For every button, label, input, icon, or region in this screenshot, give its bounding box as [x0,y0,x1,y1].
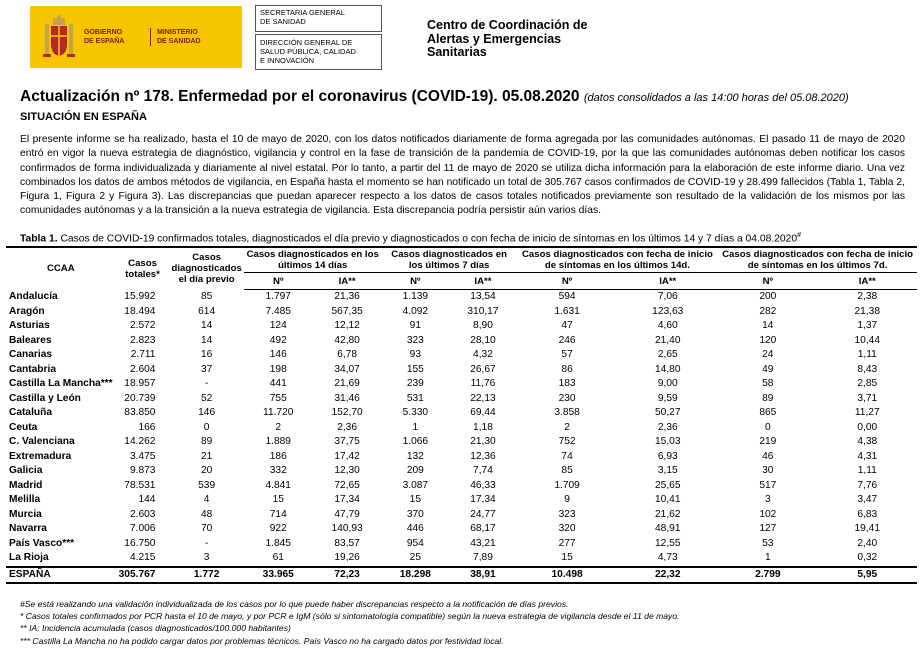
ia-cell: 1.631 [554,305,580,317]
ia-cell: 25 [409,552,422,563]
n-cell: 2,40 [857,537,878,549]
ccaa-cell: ESPAÑA [6,567,116,584]
ia-cell: 14 [762,320,774,331]
ccaa-cell: Melilla [9,494,41,505]
ia-cell: 1.709 [554,479,580,491]
ia-cell: 30 [762,465,774,476]
casos-totales-cell: 16.750 [124,537,156,549]
n-cell: 7,76 [857,479,878,491]
box2-line-2: SALUD PÚBLICA, CALIDAD [260,47,356,56]
table-row [6,435,917,450]
ia-cell: 93 [409,349,422,360]
n-cell: 1,11 [857,349,877,360]
n-cell: 21,36 [334,291,360,302]
n-cell: 26,67 [470,363,496,375]
footnote-4: *** Castilla La Mancha no ha podido cargar datos por problemas técnicos. País Vasco no ha cargado datos por festividad local. [20,635,504,646]
ia-cell: 200 [759,291,777,302]
ia-cell: 320 [558,523,576,534]
ia-cell: 58 [762,378,774,389]
n-cell: 17,42 [334,450,360,462]
min-line-2: DE SANIDAD [157,38,201,45]
ia-cell: 198 [269,363,287,375]
table-row [6,290,917,305]
n-cell: 140,93 [331,523,363,534]
ia-cell: 2 [275,421,282,433]
table-row [6,377,917,392]
ia-cell: 865 [759,407,777,418]
ccaa-cell: Baleares [9,334,52,346]
table-body [6,290,917,584]
n-cell: 46,33 [470,479,496,491]
n-cell: 7,89 [473,552,493,563]
ia-cell: 1.139 [402,291,429,302]
n-cell: 69,44 [470,407,496,418]
ccaa-cell: Galicia [9,465,43,476]
n-cell: 6,78 [337,349,358,360]
ia-cell: 124 [269,320,287,331]
ia-cell: 53 [762,537,774,549]
n-cell: 21,69 [334,378,360,389]
col-sint14: Casos diagnosticados con fecha de inicio de síntomas en los últimos 14d. [517,247,718,273]
ia-cell: 209 [406,465,424,476]
ia-cell: 246 [558,334,576,346]
table-row [6,464,917,479]
n-cell: 19,26 [334,552,360,563]
n-cell: 72,65 [334,479,360,491]
ia-cell: 3.087 [402,479,429,491]
hdr-ia: IA** [818,273,917,290]
n-cell: 12,30 [334,465,360,476]
centro-line-2: Alertas y Emergencias [427,31,562,46]
ccaa-cell: Ceuta [9,421,38,433]
n-cell: 4,38 [857,436,878,447]
n-cell: 2,65 [657,349,678,360]
n-cell: 15,03 [655,436,681,447]
n-cell: 22,13 [470,392,496,404]
n-cell: 12,36 [470,450,496,462]
box1-line-2: DE SANIDAD [260,17,306,26]
dia-previo-cell: 85 [200,290,213,302]
n-cell: 6,83 [857,508,878,520]
ia-cell: 85 [561,465,573,476]
ia-cell: 15 [272,494,284,505]
dia-previo-cell: 89 [200,436,213,447]
n-cell: 7,06 [657,291,678,302]
n-cell: 83,57 [334,537,360,549]
casos-totales-cell: 18.957 [124,378,156,389]
n-cell: 123,63 [652,305,684,317]
ia-cell: 127 [759,523,777,534]
casos-totales-cell: 78.531 [124,479,156,491]
casos-totales-cell: 144 [138,494,156,505]
dia-previo-cell: - [204,378,209,389]
ia-cell: 47 [561,320,573,331]
casos-totales-cell: 9.873 [129,465,156,476]
ia-cell: 1 [412,421,419,433]
hdr-ia: IA** [313,273,382,290]
ccaa-cell: C. Valenciana [9,436,75,447]
ia-cell: 370 [406,508,424,520]
box2-line-3: E INNOVACIÓN [260,56,315,65]
n-cell: 47,79 [334,508,360,520]
ccaa-cell: Andalucía [9,290,58,302]
casos-totales-cell: 305.767 [116,567,170,584]
ia-cell: 57 [561,349,573,360]
ccaa-cell: Extremadura [9,450,72,462]
ia-cell: 155 [406,363,424,375]
n-cell: 2,38 [857,291,878,302]
ia-cell: 5.330 [402,407,429,418]
casos-totales-cell: 2.823 [129,334,156,346]
dia-previo-cell: 539 [198,479,216,491]
n-cell: 31,46 [334,392,360,404]
hdr-n: Nº [244,273,313,290]
min-line-1: MINISTERIO [157,29,198,36]
dia-previo-cell: 3 [203,552,210,563]
title-text: Actualización nº 178. Enfermedad por el coronavirus (COVID-19). 05.08.2020 [20,88,580,105]
n-cell: 5,95 [818,567,917,584]
report-title [20,88,849,106]
n-cell: 21,30 [470,436,496,447]
table-row [6,305,917,320]
ccaa-cell: Madrid [9,479,43,491]
ia-cell: 2.799 [718,567,817,584]
n-cell: 72,23 [313,567,382,584]
ia-cell: 2 [564,421,570,433]
ia-cell: 89 [762,392,774,404]
table-row [6,537,917,552]
secretaria-box [255,5,382,32]
ia-cell: 3 [764,494,771,505]
casos-totales-cell: 18.494 [124,305,156,317]
dia-previo-cell: 16 [200,349,213,360]
table-row [6,551,917,567]
n-cell: 2,36 [337,421,358,433]
ia-cell: 4.841 [265,479,291,491]
ia-cell: 9 [564,494,570,505]
dia-previo-cell: 52 [200,392,213,404]
col-diag7: Casos diagnosticados en los últimos 7 días [382,247,517,273]
n-cell: 3,15 [657,465,678,476]
box1-line-1: SECRETARIA GENERAL [260,8,345,17]
ia-cell: 752 [558,436,576,447]
ia-cell: 11.720 [263,407,294,418]
ia-cell: 282 [759,305,777,317]
intro-paragraph: El presente informe se ha realizado, hasta el 10 de mayo de 2020, con los datos notificados diariamente de forma agregada por las comunidades autónomas. El pasado 11 de mayo de 2020 entró en vigor la nueva estrategia de diagnóstico, vigilancia y control en la fase de transición de la pandemia de COVID-19, por la que las comunidades autónomas deben notificar los casos confirmados de forma individualizada y diariamente al nivel estatal. Por lo tanto, a partir del 11 de mayo de 2020 se utiliza dicha información para la elaboración de este informe diario. Una vez combinados los datos de ambos métodos de vigilancia, en España hasta el momento se han notificado un total de 305.767 casos confirmados de COVID-19 y 28.499 fallecidos (Tabla 1, Tabla 2, Figura 1, Figura 2 y Figura 3). Las discrepancias que puedan aparecer respecto a los datos de casos totales notificados previamente son resultado de la validación de los mismos por las comunidades autónomas y a la transición a la nueva estrategia de vigilancia. Esta discrepancia podría persistir aún varios días. [20,134,905,217]
ia-cell: 230 [558,392,576,404]
dia-previo-cell: 37 [200,363,213,375]
col-casos-totales: Casos totales* [116,247,170,290]
ccaa-cell: Cantabria [9,363,56,375]
n-cell: 8,43 [857,363,878,375]
n-cell: 4,31 [857,450,878,462]
ccaa-cell: Cataluña [9,407,53,418]
dia-previo-cell: 0 [203,421,210,433]
n-cell: 12,55 [655,537,681,549]
n-cell: 22,32 [617,567,718,584]
ccaa-cell: Aragón [9,305,45,317]
table-row [6,406,917,421]
n-cell: 567,35 [331,305,363,317]
dia-previo-cell: 21 [200,450,213,462]
ia-cell: 86 [561,363,573,375]
n-cell: 2,85 [857,378,878,389]
ia-cell: 46 [762,450,774,462]
footnote-2: * Casos totales confirmados por PCR hasta el 10 de mayo, y por PCR e IgM (sólo si sintomatología compatible) según la nueva estrategia de vigilancia desde el 11 de mayo. [20,611,680,622]
ia-cell: 61 [272,552,284,563]
ia-cell: 102 [759,508,777,520]
table-row [6,493,917,508]
n-cell: 13,54 [470,291,496,302]
n-cell: 21,62 [655,508,681,520]
ministerio-label [150,28,237,46]
ccaa-cell: Navarra [9,523,47,534]
n-cell: 21,38 [854,305,880,317]
ccaa-cell: Castilla y León [9,392,81,404]
n-cell: 34,07 [334,363,360,375]
ia-cell: 10.498 [517,567,618,584]
ia-cell: 446 [406,523,424,534]
n-cell: 9,00 [657,378,678,389]
casos-totales-cell: 14.262 [124,436,156,447]
n-cell: 2,36 [657,421,678,433]
n-cell: 3,47 [857,494,878,505]
centro-coordinacion [427,19,587,60]
table-row [6,319,917,334]
n-cell: 10,41 [655,494,681,505]
n-cell: 9,59 [657,392,678,404]
dia-previo-cell: 4 [203,494,210,505]
ia-cell: 954 [406,537,424,549]
dia-previo-cell: 70 [200,523,213,534]
n-cell: 21,40 [655,334,681,346]
cases-table [6,246,917,584]
ia-cell: 33.965 [244,567,313,584]
casos-totales-cell: 20.739 [124,392,156,404]
n-cell: 0,32 [857,552,878,563]
n-cell: 25,65 [655,479,681,491]
box2-line-1: DIRECCIÓN GENERAL DE [260,38,353,47]
casos-totales-cell: 2.603 [129,508,156,520]
table-row [6,479,917,494]
table-row [6,392,917,407]
n-cell: 4,32 [473,349,493,360]
table-row [6,363,917,378]
n-cell: 7,74 [473,465,493,476]
ia-cell: 49 [762,363,774,375]
ia-cell: 146 [269,349,287,360]
ia-cell: 441 [269,378,287,389]
casos-totales-cell: 166 [138,421,156,433]
ia-cell: 91 [409,320,422,331]
n-cell: 42,80 [334,334,360,346]
n-cell: 310,17 [467,305,499,317]
dia-previo-cell: 20 [200,465,213,476]
n-cell: 11,27 [854,407,880,418]
hdr-n: Nº [382,273,450,290]
ccaa-cell: País Vasco*** [9,537,75,549]
n-cell: 4,60 [657,320,678,331]
ccaa-cell: Castilla La Mancha*** [9,378,113,389]
n-cell: 37,75 [334,436,360,447]
table-caption [20,232,801,244]
gov-line-1: GOBIERNO [84,29,123,36]
caption-text: Casos de COVID-19 confirmados totales, diagnosticados el día previo y diagnosticados o con fecha de inicio de síntomas en los últimos 14 y 7 días a 04.08.2020 [57,233,798,245]
hdr-n: Nº [718,273,817,290]
table-row [6,450,917,465]
ia-cell: 922 [269,523,287,534]
casos-totales-cell: 3.475 [129,450,156,462]
footnotes [20,598,680,647]
ia-cell: 7.485 [265,305,291,317]
hdr-ia: IA** [449,273,517,290]
centro-line-3: Sanitarias [427,45,487,59]
table-row [6,508,917,523]
ia-cell: 323 [406,334,424,346]
ia-cell: 24 [762,349,774,360]
ccaa-cell: Murcia [9,508,42,520]
government-logo [30,6,242,68]
dia-previo-cell: 48 [200,508,213,520]
ia-cell: 3.858 [554,407,580,418]
ia-cell: 1.845 [265,537,291,549]
n-cell: 48,91 [655,523,681,534]
footnote-3: ** IA: Incidencia acumulada (casos diagnosticados/100.000 habitantes) [20,623,291,634]
casos-totales-cell: 4.215 [129,552,156,563]
title-subtitle: (datos consolidados a las 14:00 horas del 05.08.2020) [583,92,849,104]
casos-totales-cell: 2.572 [129,320,156,331]
gobierno-label [84,28,144,46]
ia-cell: 4.092 [402,305,429,317]
casos-totales-cell: 7.006 [129,523,156,534]
n-cell: 1,37 [857,320,878,331]
ia-cell: 132 [406,450,424,462]
n-cell: 4,73 [657,552,678,563]
page-header [0,0,923,80]
n-cell: 24,77 [470,508,496,520]
ia-cell: 1.889 [265,436,291,447]
ia-cell: 492 [269,334,287,346]
section-heading: SITUACIÓN EN ESPAÑA [20,111,147,123]
dia-previo-cell: 146 [198,407,216,418]
ia-cell: 186 [269,450,287,462]
ia-cell: 1.797 [265,291,291,302]
table-row [6,522,917,537]
ia-cell: 239 [406,378,424,389]
hdr-ia: IA** [617,273,718,290]
col-sint7: Casos diagnosticados con fecha de inicio de síntomas en los últimos 7d. [718,247,917,273]
n-cell: 10,44 [854,334,880,346]
n-cell: 17,34 [470,494,496,505]
centro-line-1: Centro de Coordinación de [427,18,588,32]
ccaa-cell: Asturias [9,320,50,331]
ia-cell: 531 [406,392,424,404]
ia-cell: 74 [561,450,573,462]
col-ccaa: CCAA [6,247,116,290]
n-cell: 38,91 [449,567,517,584]
col-dia-previo: Casos diagnosticados el día previo [169,247,243,290]
dia-previo-cell: - [204,537,209,549]
n-cell: 8,90 [473,320,493,331]
col-diag14: Casos diagnosticados en los últimos 14 días [244,247,382,273]
n-cell: 6,93 [657,450,678,462]
ia-cell: 183 [558,378,576,389]
n-cell: 17,34 [334,494,360,505]
direccion-box [255,34,382,70]
ia-cell: 323 [558,508,576,520]
ia-cell: 755 [269,392,287,404]
n-cell: 11,76 [470,378,496,389]
n-cell: 43,21 [470,537,496,549]
n-cell: 0,00 [857,421,878,433]
ia-cell: 332 [269,465,287,476]
ia-cell: 517 [759,479,777,491]
casos-totales-cell: 2.711 [130,349,156,360]
coat-of-arms-icon [42,14,76,60]
table-total-row [6,567,917,584]
ia-cell: 219 [759,436,777,447]
n-cell: 14,80 [655,363,681,375]
ia-cell: 15 [561,552,573,563]
casos-totales-cell: 2.604 [129,363,156,375]
ccaa-cell: Canarias [9,349,53,360]
ia-cell: 714 [269,508,287,520]
hdr-n: Nº [517,273,618,290]
casos-totales-cell: 15.992 [124,290,156,302]
n-cell: 1,18 [473,421,493,433]
footnote-1: #Se está realizando una validación individualizada de los casos por lo que puede haber discrepancias respecto a la notificación de días previos. [20,599,569,609]
n-cell: 152,70 [331,407,363,418]
dia-previo-cell: 614 [198,305,216,317]
dia-previo-cell: 1.772 [169,567,243,584]
table-row [6,334,917,349]
table-row [6,348,917,363]
ia-cell: 277 [558,537,576,549]
dia-previo-cell: 14 [200,320,213,331]
table-row [6,421,917,436]
dia-previo-cell: 14 [200,334,213,346]
n-cell: 12,12 [334,320,360,331]
n-cell: 1,11 [857,465,877,476]
ia-cell: 15 [409,494,422,505]
ccaa-cell: La Rioja [9,552,49,563]
n-cell: 50,27 [655,407,681,418]
n-cell: 3,71 [857,392,878,404]
ia-cell: 120 [759,334,777,346]
ia-cell: 1.066 [402,436,429,447]
ia-cell: 1 [764,552,771,563]
gov-line-2: DE ESPAÑA [84,38,125,45]
n-cell: 68,17 [470,523,496,534]
ia-cell: 18.298 [382,567,450,584]
n-cell: 19,41 [854,523,880,534]
ia-cell: 594 [558,291,576,302]
n-cell: 28,10 [470,334,496,346]
caption-label: Tabla 1. [20,233,58,245]
casos-totales-cell: 83.850 [124,407,156,418]
caption-mark: # [797,232,802,239]
ia-cell: 0 [764,421,771,433]
